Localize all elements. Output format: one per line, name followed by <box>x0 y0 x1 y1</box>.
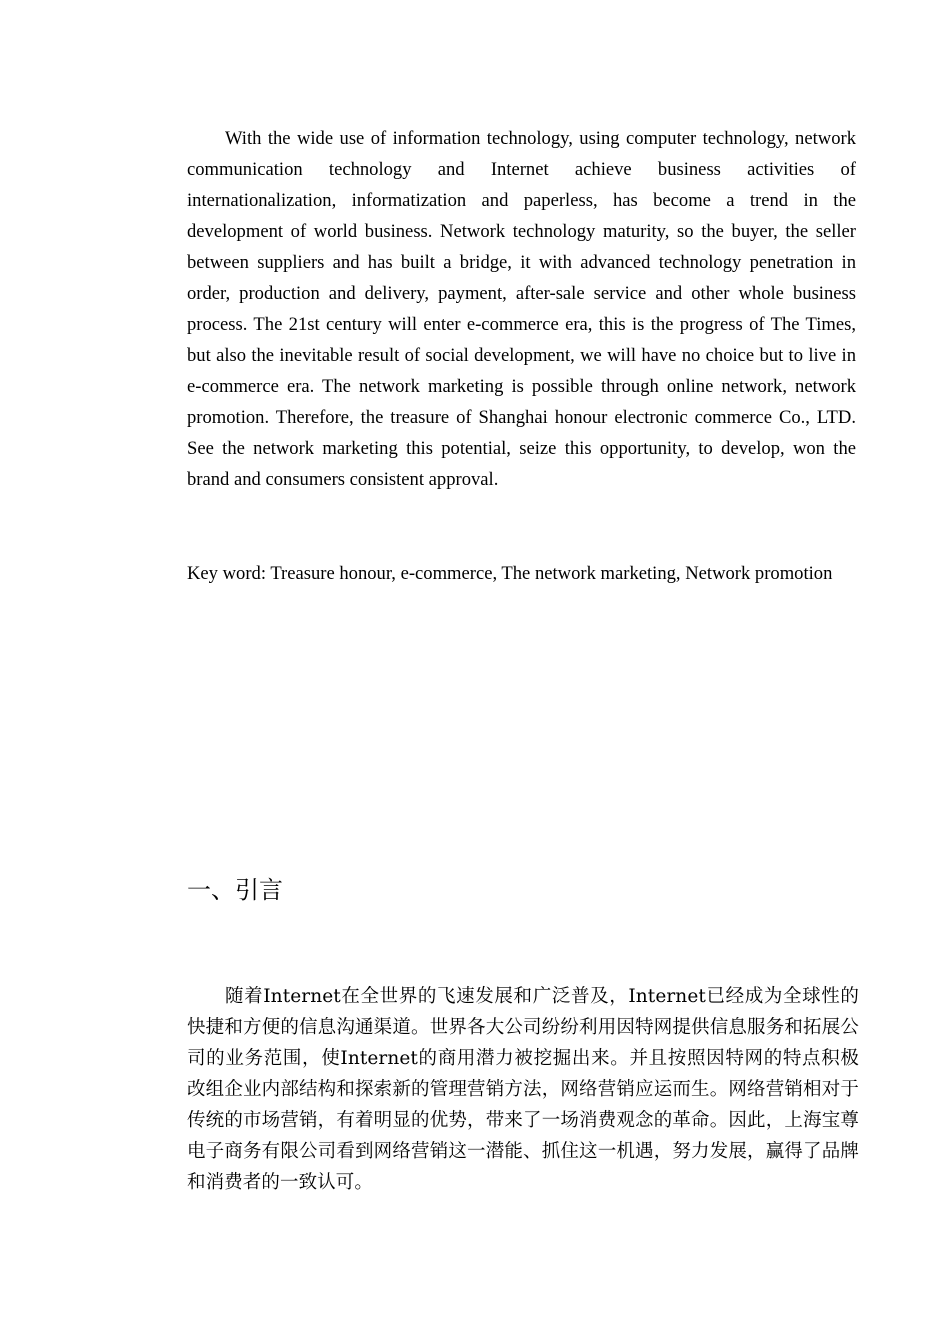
introduction-paragraph: 随着Internet在全世界的飞速发展和广泛普及，Internet已经成为全球性的快捷和方便的信息沟通渠道。世界各大公司纷纷利用因特网提供信息服务和拓展公司的业务范围，使Internet的商用潜力被挖掘出来。并且按照因特网的特点积极改组企业内部结构和探索新的管理营销方法，网络营销应运而生。网络营销相对于传统的市场营销，有着明显的优势，带来了一场消费观念的革命。因此，上海宝尊电子商务有限公司看到网络营销这一潜能、抓住这一机遇，努力发展，赢得了品牌和消费者的一致认可。 <box>187 986 859 1193</box>
keywords-line: Key word: Treasure honour, e-commerce, The network marketing, Network promotion <box>187 563 833 584</box>
section-heading-introduction: 一、引言 <box>187 876 283 904</box>
english-abstract-paragraph: With the wide use of information technology, using computer technology, network communication technology and Internet achieve business activities of internationalization, informatization and paperless, has become a trend in the development of world business. Network technology maturity, so the buyer, the seller between suppliers and has built a bridge, it with advanced technology penetration in order, production and delivery, payment, after-sale service and other whole business process. The 21st century will enter e-commerce era, this is the progress of The Times, but also the inevitable result of social development, we will have no choice but to live in e-commerce era. The network marketing is possible through online network, network promotion. Therefore, the treasure of Shanghai honour electronic commerce Co., LTD. See the network marketing this potential, seize this opportunity, to develop, won the brand and consumers consistent approval. <box>187 128 856 490</box>
